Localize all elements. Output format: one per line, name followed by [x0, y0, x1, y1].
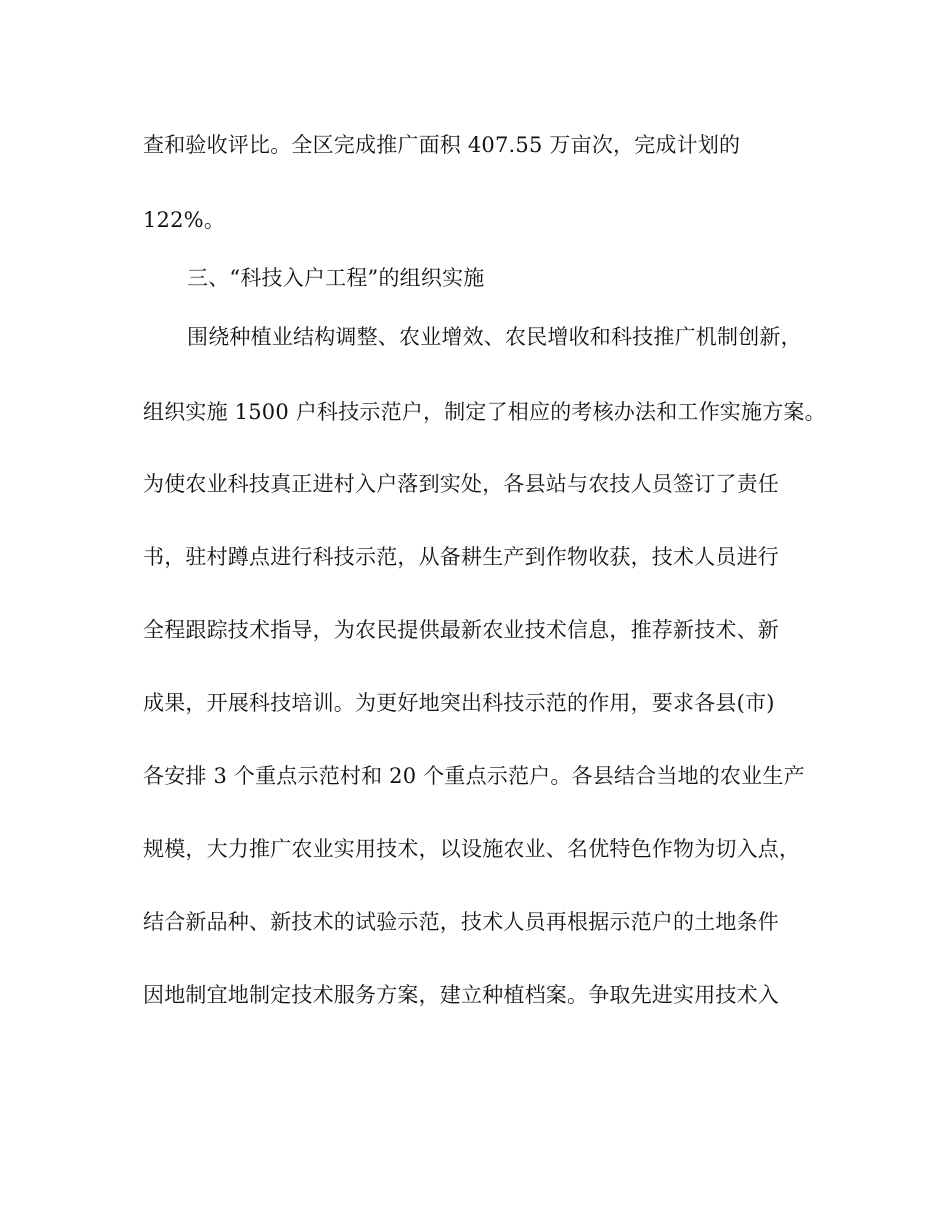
paragraph-line: 书，驻村蹲点进行科技示范，从备耕生产到作物收获，技术人员进行: [143, 545, 779, 569]
paragraph-line: 因地制宜地制定技术服务方案，建立种植档案。争取先进实用技术入: [143, 983, 779, 1007]
paragraph-line: 全程跟踪技术指导，为农民提供最新农业技术信息，推荐新技术、新: [143, 618, 779, 642]
paragraph-line: 规模，大力推广农业实用技术，以设施农业、名优特色作物为切入点，: [143, 837, 801, 861]
paragraph-line: 结合新品种、新技术的试验示范，技术人员再根据示范户的土地条件: [143, 910, 779, 934]
section-heading: 三、“科技入户工程”的组织实施: [187, 266, 485, 290]
paragraph-line: 查和验收评比。全区完成推广面积 407.55 万亩次，完成计划的: [143, 133, 741, 157]
paragraph-line: 为使农业科技真正进村入户落到实处，各县站与农技人员签订了责任: [143, 472, 779, 496]
paragraph-line: 122%。: [143, 208, 226, 232]
paragraph-line: 各安排 3 个重点示范村和 20 个重点示范户。各县结合当地的农业生产: [143, 764, 805, 788]
paragraph-line: 组织实施 1500 户科技示范户，制定了相应的考核办法和工作实施方案。: [143, 400, 826, 424]
paragraph-line: 围绕种植业结构调整、农业增效、农民增收和科技推广机制创新，: [187, 325, 802, 349]
paragraph-line: 成果，开展科技培训。为更好地突出科技示范的作用，要求各县(市): [143, 691, 775, 715]
